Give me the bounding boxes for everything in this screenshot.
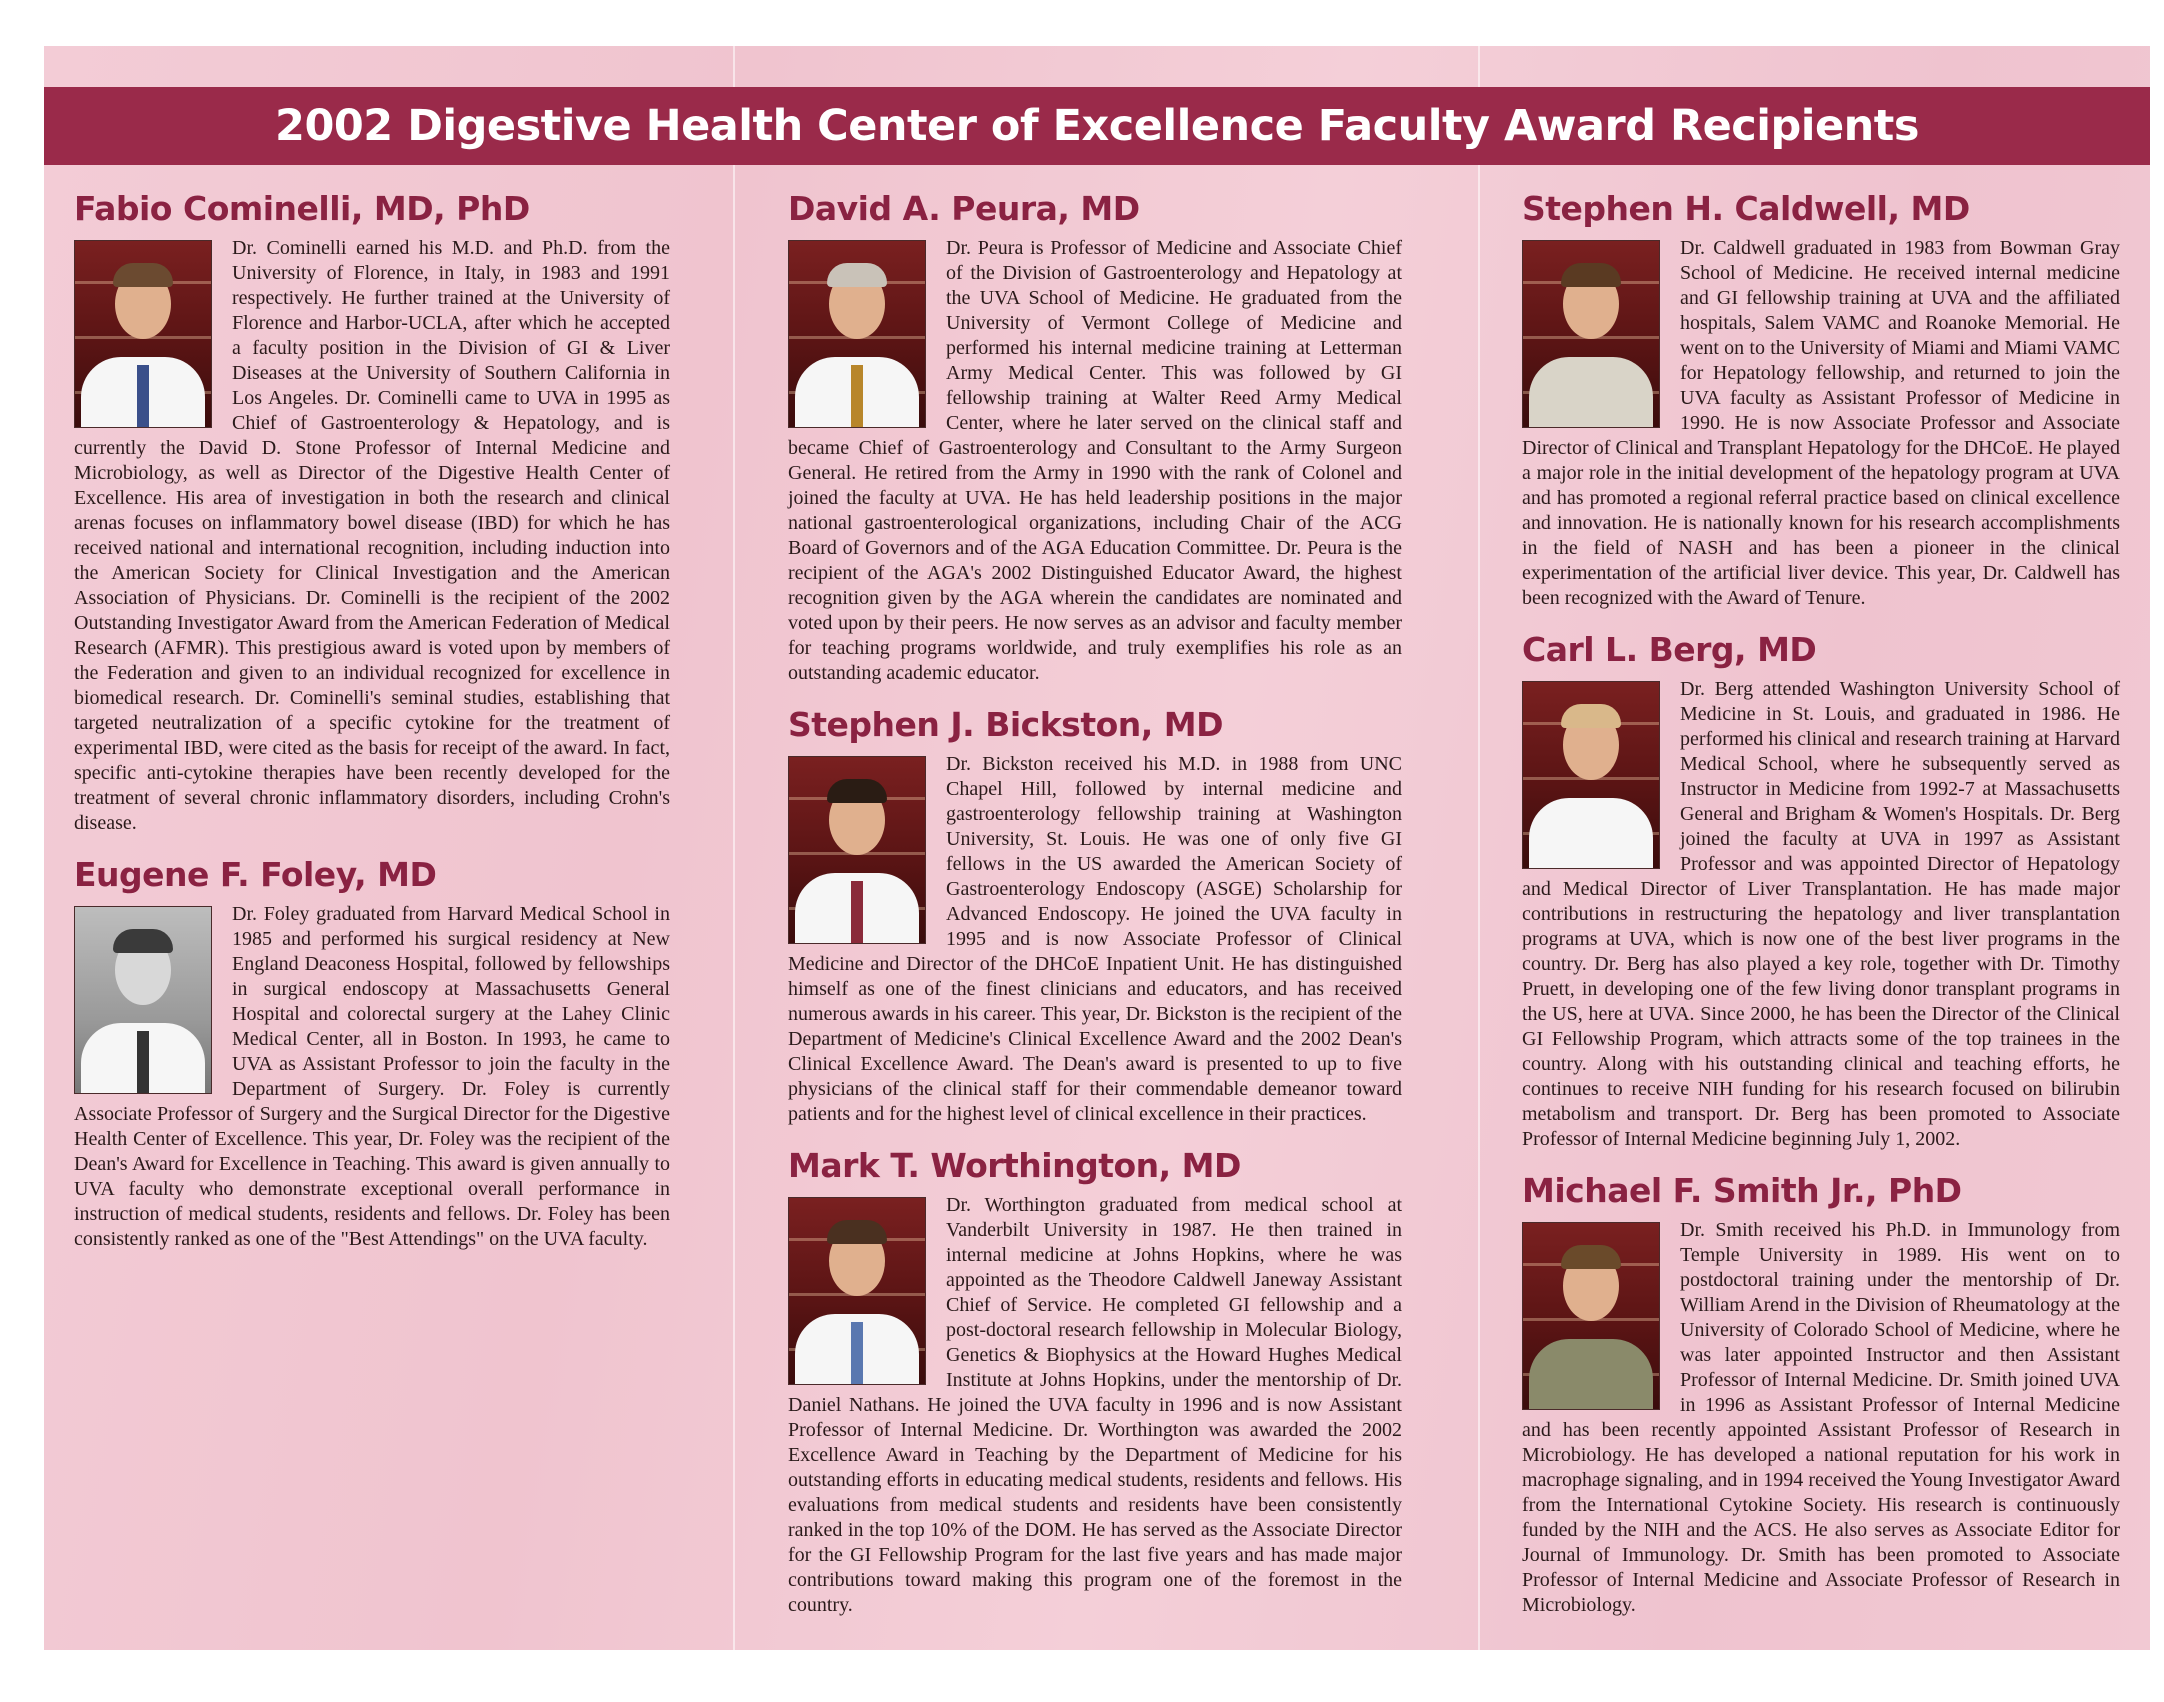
recipient-bio: Dr. Foley graduated from Harvard Medical School in 1985 and performed his surgical residency at New England Deaconess Hospital, followed by fellowships in surgical endoscopy at Massachusetts General Hospital and colorectal surgery at the Lahey Clinic Medical Center, all in Boston. In 1993, he came to UVA as Assistant Professor to join the faculty in the Department of Surgery. Dr. Foley is currently Associate Professor of Surgery and the Surgical Director for the Digestive Health Center of Excellence. This year, Dr. Foley was the recipient of the Dean's Award for Excellence in Teaching. This award is given annually to UVA faculty who demonstrate exceptional overall performance in instruction of medical students, residents and fellows. Dr. Foley has been consistently ranked as one of the "Best Attendings" on the UVA faculty. [74,902,670,1250]
recipient-entry [788,706,1402,1127]
recipient-bio: Dr. Berg attended Washington University School of Medicine in St. Louis, and graduated in 1986. He performed his clinical and research training at Harvard Medical School, where he subsequently served as Instructor in Medicine from 1992-7 at Massachusetts General and Brigham & Women's Hospitals. Dr. Berg joined the faculty at UVA in 1997 as Assistant Professor and was appointed Director of Hepatology and Medical Director of Liver Transplantation. He has made major contributions in restructuring the hepatology and liver transplantation programs at UVA, which is now one of the best liver programs in the country. Dr. Berg has also played a key role, together with Dr. Timothy Pruett, in developing one of the few living donor transplant programs in the US, here at UVA. Since 2000, he has been the Director of the Clinical GI Fellowship Program, which attracts some of the top trainees in the country. Along with his outstanding clinical and teaching efforts, he continues to receive NIH funding for his research focused on bilirubin metabolism and transport. Dr. Berg has been promoted to Associate Professor of Internal Medicine beginning July 1, 2002. [1522,677,2120,1150]
recipient-bio: Dr. Worthington graduated from medical school at Vanderbilt University in 1987. He then trained in internal medicine at Johns Hopkins, where he was appointed as the Theodore Caldwell Janeway Assistant Chief of Service. He completed GI fellowship and a post-doctoral research fellowship in Molecular Biology, Genetics & Biophysics at the Howard Hughes Medical Institute at Johns Hopkins, under the mentorship of Dr. Daniel Nathans. He joined the UVA faculty in 1996 and is now Assistant Professor of Internal Medicine. Dr. Worthington was awarded the 2002 Excellence Award in Teaching by the Department of Medicine for his outstanding efforts in educating medical students, residents and fellows. His evaluations from medical students and residents have been consistently ranked in the top 10% of the DOM. He has served as the Associate Director for the GI Fellowship Program for the last five years and has made major contributions toward making this program one of the foremost in the country. [788,1193,1402,1616]
portrait-photo [788,1197,926,1385]
recipient-bio: Dr. Peura is Professor of Medicine and Associate Chief of the Division of Gastroenterology and Hepatology at the UVA School of Medicine. He graduated from the University of Vermont College of Medicine and performed his internal medicine training at Letterman Army Medical Center. This was followed by GI fellowship training at Walter Reed Army Medical Center, where he later served on the clinical staff and became Chief of Gastroenterology and Consultant to the Army Surgeon General. He retired from the Army in 1990 with the rank of Colonel and joined the faculty at UVA. He has held leadership positions in the major national gastroenterological organizations, including Chair of the ACG Board of Governors and of the AGA Education Committee. Dr. Peura is the recipient of the AGA's 2002 Distinguished Educator Award, the highest recognition given by the AGA wherein the candidates are nominated and voted upon by their peers. He now serves as an advisor and faculty member for teaching programs worldwide, and truly exemplifies his role as an outstanding academic educator. [788,236,1402,684]
portrait-photo [1522,681,1660,869]
recipient-name: David A. Peura, MD [788,189,1140,228]
recipient-name: Fabio Cominelli, MD, PhD [74,189,530,228]
page-title: 2002 Digestive Health Center of Excellence Faculty Award Recipients [275,101,1919,151]
recipient-entry [1522,190,2120,611]
recipient-name: Eugene F. Foley, MD [74,854,437,894]
recipient-bio: Dr. Cominelli earned his M.D. and Ph.D. from the University of Florence, in Italy, in 1983 and 1991 respectively. He further trained at the University of Florence and Harbor-UCLA, after which he accepted a faculty position in the Division of GI & Liver Diseases at the University of Southern California in Los Angeles. Dr. Cominelli came to UVA in 1995 as Chief of Gastroenterology & Hepatology, and is currently the David D. Stone Professor of Internal Medicine and Microbiology, as well as Director of the Digestive Health Center of Excellence. His area of investigation in both the research and clinical arenas focuses on inflammatory bowel disease (IBD) for which he has received national and international recognition, including induction into the American Society for Clinical Investigation and the American Association of Physicians. Dr. Cominelli is the recipient of the 2002 Outstanding Investigator Award from the American Federation of Medical Research (AFMR). This prestigious award is voted upon by members of the Federation and given to an individual recognized for excellence in biomedical research. Dr. Cominelli's seminal studies, establishing that targeted neutralization of a specific cytokine for the treatment of experimental IBD, were cited as the basis for receipt of the award. In fact, specific anti-cytokine therapies have been recently developed for the treatment of several chronic inflammatory disorders, including Crohn's disease. [74,236,670,834]
recipient-entry [1522,631,2120,1152]
recipient-name: Michael F. Smith Jr., PhD [1522,1170,1962,1210]
recipient-name: Carl L. Berg, MD [1522,629,1817,669]
column-middle [788,190,1402,1638]
recipient-name: Stephen J. Bickston, MD [788,704,1224,744]
portrait-photo [788,756,926,944]
recipient-bio: Dr. Smith received his Ph.D. in Immunology from Temple University in 1989. His went on to postdoctoral training under the mentorship of Dr. William Arend in the Division of Rheumatology at the University of Colorado School of Medicine, where he was later appointed Instructor and then Assistant Professor of Internal Medicine. Dr. Smith joined UVA in 1996 as Assistant Professor of Internal Medicine and has been recently appointed Assistant Professor of Research in Microbiology. He has developed a national reputation for his work in macrophage signaling, and in 1994 received the Young Investigator Award from the International Cytokine Society. His research is continuously funded by the NIH and the ACS. He also serves as Associate Editor for Journal of Immunology. Dr. Smith has been promoted to Associate Professor of Internal Medicine and Associate Professor of Research in Microbiology. [1522,1218,2120,1616]
recipient-name: Mark T. Worthington, MD [788,1145,1241,1185]
fold-line [733,46,735,1650]
fold-line [1478,46,1480,1650]
recipient-entry [788,1147,1402,1618]
recipient-entry [1522,1172,2120,1618]
recipient-name: Stephen H. Caldwell, MD [1522,189,1970,228]
portrait-photo [1522,240,1660,428]
recipient-entry [74,190,670,836]
portrait-photo [74,240,212,428]
recipient-bio: Dr. Bickston received his M.D. in 1988 from UNC Chapel Hill, followed by internal medicine and gastroenterology fellowship training at Washington University, St. Louis. He was one of only five GI fellows in the US awarded the American Society of Gastroenterology Endoscopy (ASGE) Scholarship for Advanced Endoscopy. He joined the UVA faculty in 1995 and is now Associate Professor of Clinical Medicine and Director of the DHCoE Inpatient Unit. He has distinguished himself as one of the finest clinicians and educators, and has received numerous awards in his career. This year, Dr. Bickston is the recipient of the Department of Medicine's Clinical Excellence Award and the 2002 Dean's Clinical Excellence Award. The Dean's award is presented to up to five physicians of the clinical staff for their commendable demeanor toward patients and for the highest level of clinical excellence in their practices. [788,752,1402,1125]
recipient-entry [74,856,670,1252]
title-banner [44,87,2150,165]
portrait-photo [788,240,926,428]
portrait-photo [74,906,212,1094]
column-left [74,190,670,1272]
recipient-bio: Dr. Caldwell graduated in 1983 from Bowman Gray School of Medicine. He received internal medicine and GI fellowship training at UVA and the affiliated hospitals, Salem VAMC and Roanoke Memorial. He went on to the University of Miami and Miami VAMC for Hepatology fellowship, and returned to join the UVA faculty as Assistant Professor of Medicine in 1990. He is now Associate Professor and Associate Director of Clinical and Transplant Hepatology for the DHCoE. He played a major role in the initial development of the hepatology program at UVA and has promoted a regional referral practice based on clinical excellence and innovation. He is nationally known for his research accomplishments in the field of NASH and has been a pioneer in the clinical experimentation of the artificial liver device. This year, Dr. Caldwell has been recognized with the Award of Tenure. [1522,236,2120,609]
column-right [1522,190,2120,1638]
portrait-photo [1522,1222,1660,1410]
recipient-entry [788,190,1402,686]
